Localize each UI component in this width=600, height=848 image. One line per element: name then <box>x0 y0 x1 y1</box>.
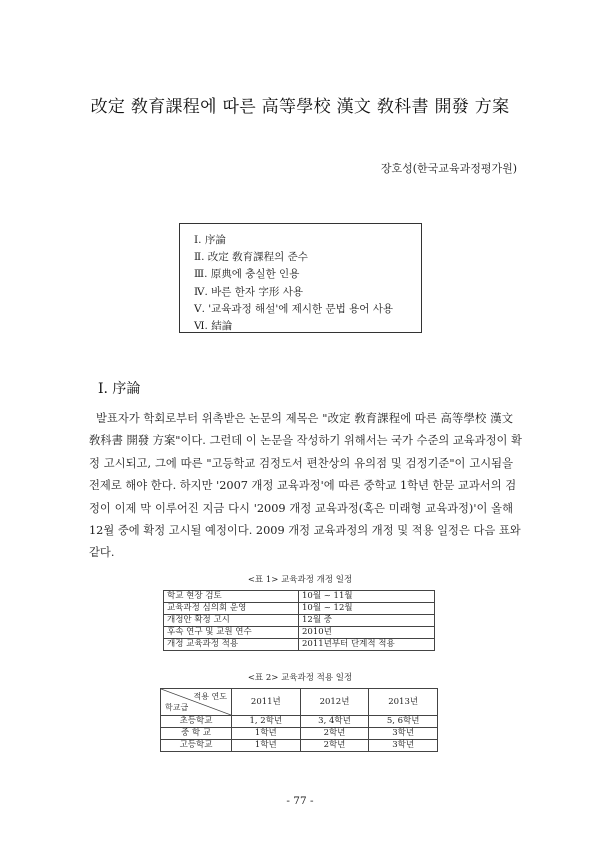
table-row <box>164 603 435 615</box>
corner-label-top: 적용 연도 <box>193 692 227 701</box>
table-cell: 개정 교육과정 적용 <box>164 639 299 651</box>
table-row <box>161 740 438 752</box>
toc-item: Ⅱ. 改定 敎育課程의 준수 <box>194 251 308 264</box>
paragraph-line: 전제로 해야 한다. 하지만 '2007 개정 교육과정'에 따른 중학교 1학년 한문 교과서의 검 <box>89 479 517 493</box>
table-cell: 고등학교 <box>161 740 232 752</box>
section-heading: Ⅰ. 序論 <box>98 381 141 397</box>
table-cell: 학교 현장 검토 <box>164 591 299 603</box>
column-header: 2012년 <box>300 689 369 716</box>
table2-caption: <표 2> 교육과정 적용 일정 <box>247 673 353 683</box>
table-of-contents-box <box>179 223 422 333</box>
table-cell: 2011년부터 단계적 적용 <box>299 639 435 651</box>
application-schedule-table <box>160 688 438 752</box>
table-cell: 3학년 <box>369 740 438 752</box>
body-paragraph <box>89 408 522 565</box>
table-cell: 2학년 <box>300 740 369 752</box>
author-affiliation: 장호성(한국교육과정평가원) <box>380 162 517 175</box>
table-cell: 1, 2학년 <box>232 716 301 728</box>
table-cell: 10월 ~ 12월 <box>299 603 435 615</box>
toc-item: Ⅰ. 序論 <box>194 234 226 246</box>
table-row <box>164 615 435 627</box>
table-cell: 10월 ~ 11월 <box>299 591 435 603</box>
table-cell: 3, 4학년 <box>300 716 369 728</box>
table-cell: 1학년 <box>232 740 301 752</box>
table-row <box>161 728 438 740</box>
paragraph-line: 敎科書 開發 方案"이다. 그런데 이 논문을 작성하기 위해서는 국가 수준의 교육과정이 확 <box>89 434 522 448</box>
table-header-row <box>161 689 438 716</box>
table-cell: 교육과정 심의회 운영 <box>164 603 299 615</box>
toc-item: Ⅴ. '교육과정 해설'에 제시한 문법 용어 사용 <box>194 302 394 315</box>
table-cell: 5, 6학년 <box>369 716 438 728</box>
column-header: 2011년 <box>232 689 301 716</box>
toc-item: Ⅳ. 바른 한자 字形 사용 <box>194 285 304 298</box>
revision-schedule-table <box>163 590 435 651</box>
paragraph-line: 발표자가 학회로부터 위촉받은 논문의 제목은 "改定 敎育課程에 따른 高等學校 漢文 <box>96 412 513 425</box>
table-cell: 개정안 확정 고시 <box>164 615 299 627</box>
table-cell: 1학년 <box>232 728 301 740</box>
paper-title: 改定 敎育課程에 따른 高等學校 漢文 敎科書 開發 方案 <box>90 97 510 117</box>
table-row <box>164 639 435 651</box>
page-number: - 77 - <box>286 795 314 807</box>
table-row <box>164 591 435 603</box>
table-cell: 후속 연구 및 교원 연수 <box>164 627 299 639</box>
table-row <box>164 627 435 639</box>
paragraph-line: 정이 이제 막 이루어진 지금 다시 '2009 개정 교육과정(혹은 미래형 교육과정)'이 올해 <box>89 501 513 515</box>
paragraph-line: 정 고시되고, 그에 따른 "고등학교 검정도서 편찬상의 유의점 및 검정기준"이 고시됨을 <box>89 456 513 470</box>
table-cell: 2학년 <box>300 728 369 740</box>
column-header: 2013년 <box>369 689 438 716</box>
table-cell: 3학년 <box>369 728 438 740</box>
toc-item: Ⅲ. 原典에 충실한 인용 <box>194 268 300 281</box>
toc-item: Ⅵ. 結論 <box>194 320 233 333</box>
corner-label-bottom: 학교급 <box>165 703 189 712</box>
table-cell: 초등학교 <box>161 716 232 728</box>
table-cell: 중 학 교 <box>161 728 232 740</box>
table-cell: 2010년 <box>299 627 435 639</box>
table-row <box>161 716 438 728</box>
table-cell: 12월 중 <box>299 615 435 627</box>
paragraph-line: 같다. <box>89 546 115 560</box>
paragraph-line: 12월 중에 확정 고시될 예정이다. 2009 개정 교육과정의 개정 및 적용 일정은 다음 표와 <box>89 524 521 538</box>
table1-caption: <표 1> 교육과정 개정 일정 <box>247 575 353 585</box>
diagonal-header-cell <box>161 689 232 716</box>
